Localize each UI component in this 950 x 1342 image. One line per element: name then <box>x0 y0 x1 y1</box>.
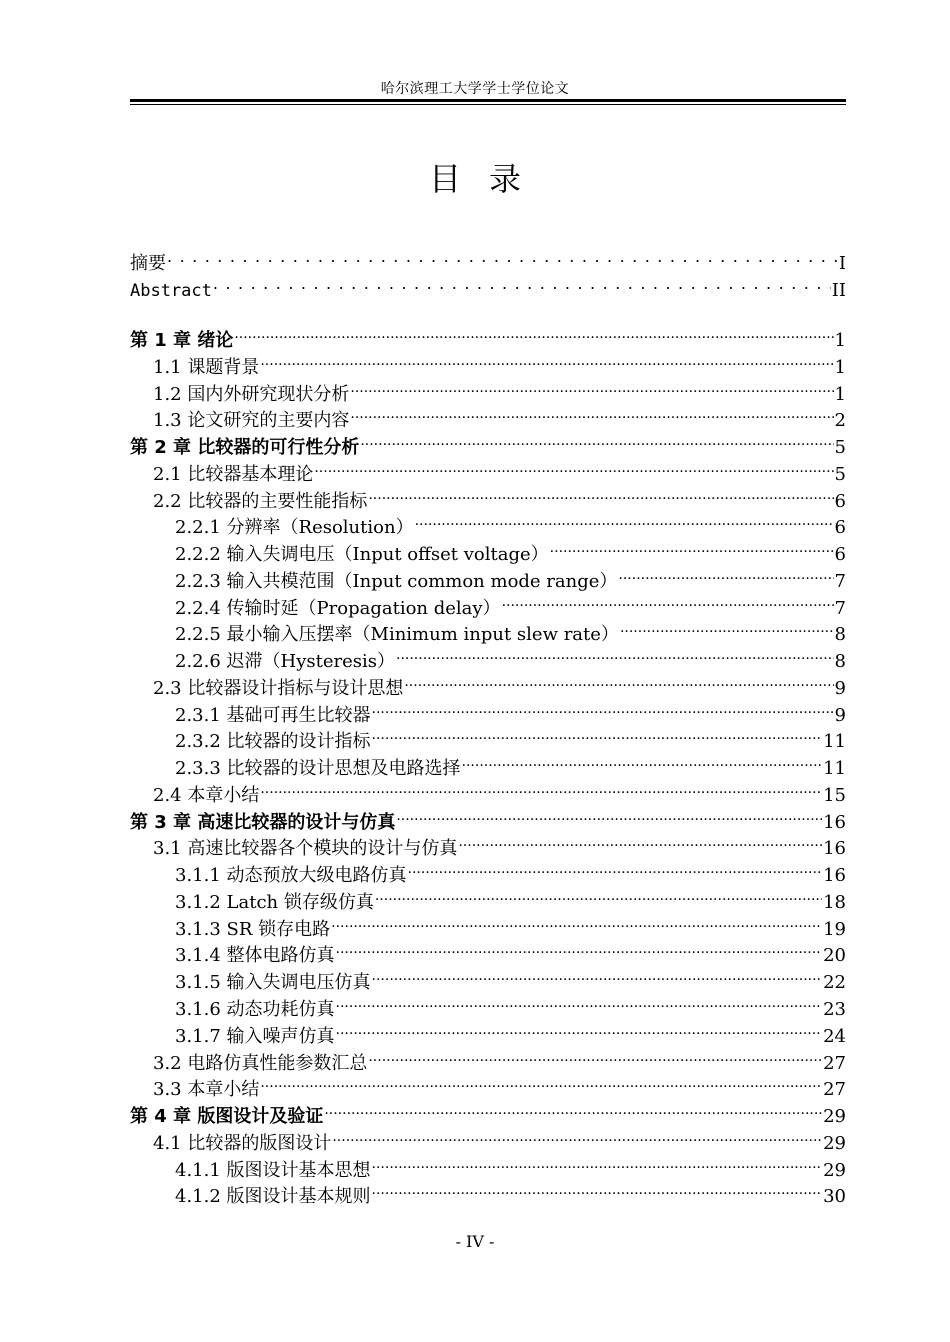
toc-entry[interactable] <box>130 962 846 993</box>
toc-dot-leader <box>415 507 834 533</box>
toc-entry[interactable] <box>130 534 846 565</box>
toc-entry-label: 2.2.6 迟滞（Hysteresis） <box>175 651 395 672</box>
toc-entry-page: 8 <box>834 624 846 645</box>
toc-dot-leader <box>234 320 833 346</box>
header-rule-thin <box>130 104 846 105</box>
toc-entry-label: 4.1.1 版图设计基本思想 <box>175 1160 371 1181</box>
toc-entry[interactable] <box>130 935 846 966</box>
toc-dot-leader <box>260 347 833 373</box>
toc-dot-leader <box>167 243 838 269</box>
toc-entry-label: 3.2 电路仿真性能参数汇总 <box>153 1053 368 1074</box>
toc-entry-label: 3.1.4 整体电路仿真 <box>175 945 335 966</box>
toc-entry-page: 11 <box>823 731 846 752</box>
toc-entry-page: II <box>831 280 846 301</box>
toc-entry-page: 8 <box>834 651 846 672</box>
toc-entry[interactable] <box>130 1069 846 1100</box>
toc-entry-page: 16 <box>823 865 846 886</box>
toc-entry-page: 7 <box>834 571 846 592</box>
toc-entry-label: 第 4 章 版图设计及验证 <box>130 1106 324 1127</box>
toc-entry-page: 19 <box>823 919 846 940</box>
toc-entry-label: 4.1.2 版图设计基本规则 <box>175 1186 371 1207</box>
toc-entry-label: 2.2.2 输入失调电压（Input offset voltage） <box>175 544 549 565</box>
toc-entry-label: 2.3.2 比较器的设计指标 <box>175 731 371 752</box>
toc-entry-label: 1.1 课题背景 <box>153 357 260 378</box>
toc-entry-page: 29 <box>823 1160 846 1181</box>
toc-entry-label: 3.1.6 动态功耗仿真 <box>175 999 335 1020</box>
toc-dot-leader <box>336 989 823 1015</box>
toc-entry-label: 摘要 <box>130 253 166 274</box>
toc-entry-page: 15 <box>823 785 846 806</box>
toc-entry[interactable] <box>130 270 846 301</box>
toc-entry-page: 27 <box>823 1079 846 1100</box>
toc-dot-leader <box>372 962 823 988</box>
running-header: 哈尔滨理工大学学士学位论文 <box>380 81 570 97</box>
toc-entry-label: 2.1 比较器基本理论 <box>153 464 314 485</box>
toc-entry-label: 3.1.1 动态预放大级电路仿真 <box>175 865 407 886</box>
toc-entry-page: 1 <box>834 384 846 405</box>
toc-title: 目录 <box>428 160 549 198</box>
toc-entry-page: 16 <box>823 812 846 833</box>
toc-entry[interactable] <box>130 721 846 752</box>
toc-entry-label: 3.1.3 SR 锁存电路 <box>175 919 331 940</box>
toc-entry-page: 2 <box>834 410 846 431</box>
toc-entry[interactable] <box>130 347 846 378</box>
toc-entry-page: 20 <box>823 945 846 966</box>
toc-entry-label: Abstract <box>130 281 212 301</box>
toc-dot-leader <box>324 1096 822 1122</box>
toc-entry-page: 29 <box>823 1106 846 1127</box>
toc-entry[interactable] <box>130 1016 846 1047</box>
toc-entry[interactable] <box>130 748 846 779</box>
toc-dot-leader <box>350 374 833 400</box>
toc-dot-leader <box>620 614 834 640</box>
toc-entry-label: 第 2 章 比较器的可行性分析 <box>130 437 360 458</box>
toc-dot-leader <box>368 481 833 507</box>
toc-entry-page: 16 <box>823 838 846 859</box>
toc-dot-leader <box>332 1123 822 1149</box>
toc-entry-page: I <box>838 253 846 274</box>
toc-entry-page: 6 <box>834 517 846 538</box>
toc-entry-label: 2.4 本章小结 <box>153 785 260 806</box>
toc-dot-leader <box>372 695 834 721</box>
toc-entry[interactable] <box>130 320 846 351</box>
toc-dot-leader <box>260 775 822 801</box>
toc-entry-page: 29 <box>823 1133 846 1154</box>
toc-entry[interactable] <box>130 1043 846 1074</box>
toc-dot-leader <box>458 828 822 854</box>
toc-entry[interactable] <box>130 400 846 431</box>
toc-dot-leader <box>314 454 833 480</box>
toc-dot-leader <box>462 748 823 774</box>
toc-entry[interactable] <box>130 561 846 592</box>
toc-dot-leader <box>396 802 822 828</box>
toc-dot-leader <box>396 641 834 667</box>
toc-dot-leader <box>550 534 834 560</box>
toc-entry-label: 2.2.1 分辨率（Resolution） <box>175 517 414 538</box>
toc-dot-leader <box>404 668 833 694</box>
toc-entry-label: 2.2.3 输入共模范围（Input common mode range） <box>175 571 618 592</box>
toc-entry-label: 3.3 本章小结 <box>153 1079 260 1100</box>
toc-entry-page: 1 <box>834 330 846 351</box>
toc-dot-leader <box>331 909 822 935</box>
toc-entry-label: 第 1 章 绪论 <box>130 330 234 351</box>
toc-entry-page: 5 <box>834 464 846 485</box>
toc-dot-leader <box>350 400 833 426</box>
toc-entry-page: 30 <box>823 1186 846 1207</box>
toc-entry-label: 3.1.7 输入噪声仿真 <box>175 1026 335 1047</box>
toc-entry[interactable] <box>130 588 846 619</box>
toc-entry[interactable] <box>130 855 846 886</box>
toc-entry-page: 9 <box>834 705 846 726</box>
toc-dot-leader <box>502 588 834 614</box>
toc-entry[interactable] <box>130 668 846 699</box>
toc-entry[interactable] <box>130 1096 846 1127</box>
toc-entry[interactable] <box>130 1150 846 1181</box>
toc-dot-leader <box>360 427 833 453</box>
toc-entry-page: 22 <box>823 972 846 993</box>
toc-entry-page: 1 <box>834 357 846 378</box>
toc-entry[interactable] <box>130 641 846 672</box>
toc-entry[interactable] <box>130 614 846 645</box>
toc-entry-page: 6 <box>834 491 846 512</box>
toc-entry-label: 1.3 论文研究的主要内容 <box>153 410 350 431</box>
toc-entry-label: 2.2.5 最小输入压摆率（Minimum input slew rate） <box>175 624 619 645</box>
toc-entry-page: 18 <box>823 892 846 913</box>
toc-entry[interactable] <box>130 775 846 806</box>
toc-entry[interactable] <box>130 695 846 726</box>
toc-entry-page: 9 <box>834 678 846 699</box>
header-rule-thick <box>130 99 846 102</box>
toc-entry-label: 3.1.2 Latch 锁存级仿真 <box>175 892 374 913</box>
toc-entry[interactable] <box>130 1176 846 1207</box>
toc-entry[interactable] <box>130 989 846 1020</box>
toc-dot-leader <box>372 1150 823 1176</box>
toc-entry[interactable] <box>130 454 846 485</box>
toc-entry-label: 3.1 高速比较器各个模块的设计与仿真 <box>153 838 458 859</box>
toc-dot-leader <box>372 721 823 747</box>
toc-dot-leader <box>336 935 823 961</box>
toc-entry-label: 第 3 章 高速比较器的设计与仿真 <box>130 812 396 833</box>
toc-entry-label: 2.2 比较器的主要性能指标 <box>153 491 368 512</box>
toc-dot-leader <box>336 1016 823 1042</box>
toc-entry-label: 2.2.4 传输时延（Propagation delay） <box>175 598 501 619</box>
toc-entry-page: 7 <box>834 598 846 619</box>
toc-entry-label: 2.3 比较器设计指标与设计思想 <box>153 678 404 699</box>
toc-entry-page: 27 <box>823 1053 846 1074</box>
toc-entry[interactable] <box>130 243 846 274</box>
toc-entry[interactable] <box>130 374 846 405</box>
toc-dot-leader <box>408 855 823 881</box>
toc-entry-label: 1.2 国内外研究现状分析 <box>153 384 350 405</box>
toc-entry[interactable] <box>130 828 846 859</box>
toc-dot-leader <box>260 1069 822 1095</box>
toc-entry-label: 4.1 比较器的版图设计 <box>153 1133 332 1154</box>
toc-entry[interactable] <box>130 507 846 538</box>
toc-entry-page: 23 <box>823 999 846 1020</box>
toc-entry-label: 3.1.5 输入失调电压仿真 <box>175 972 371 993</box>
toc-entry[interactable] <box>130 882 846 913</box>
page-number: - IV - <box>455 1232 495 1251</box>
toc-entry-page: 5 <box>834 437 846 458</box>
toc-dot-leader <box>375 882 822 908</box>
toc-dot-leader <box>368 1043 822 1069</box>
toc-entry[interactable] <box>130 427 846 458</box>
toc-entry-label: 2.3.3 比较器的设计思想及电路选择 <box>175 758 461 779</box>
toc-entry-page: 6 <box>834 544 846 565</box>
toc-entry-page: 11 <box>823 758 846 779</box>
toc-dot-leader <box>213 270 831 296</box>
toc-entry[interactable] <box>130 481 846 512</box>
toc-dot-leader <box>618 561 833 587</box>
toc-entry[interactable] <box>130 909 846 940</box>
toc-dot-leader <box>372 1176 823 1202</box>
toc-entry[interactable] <box>130 802 846 833</box>
toc-entry-page: 24 <box>823 1026 846 1047</box>
toc-entry-label: 2.3.1 基础可再生比较器 <box>175 705 371 726</box>
toc-entry[interactable] <box>130 1123 846 1154</box>
